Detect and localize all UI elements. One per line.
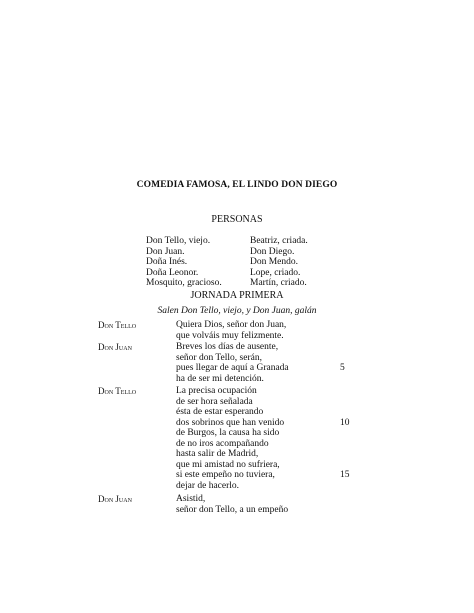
verse-text: señor don Tello, a un empeño [176,504,289,515]
cast-member: Martín, criado. [250,278,307,288]
verse-text: de no iros acompañando [176,438,269,449]
verse-line [176,331,286,342]
verse-lines [176,494,288,515]
cast-list-left [146,236,222,289]
verse-text: de ser hora señalada [176,396,253,407]
verse-text: que volváis muy felizmente. [176,330,284,341]
cast-member: Lope, criado. [250,267,301,278]
verse-text: hasta salir de Madrid, [176,449,259,459]
cast-member: Don Diego. [250,246,295,257]
cast-member: Mosquito, gracioso. [146,278,222,288]
verse-text: Breves los días de ausente, [176,342,279,352]
verse-text: ha de ser mi detención. [176,373,264,384]
speaker-name: Don Tello [98,320,137,330]
speaker-name: Don Tello [98,386,137,396]
verse-line [176,342,289,353]
play-title: COMEDIA FAMOSA, EL LINDO DON DIEGO [136,180,338,190]
verse-text: pues llegar de aquí a Granada [176,363,289,373]
verse-text: si este empeño no tuviera, [176,470,275,480]
stage-direction: Salen Don Tello, viejo, y Don Juan, galán [157,306,317,316]
verse-line [176,417,350,429]
verse-lines [176,342,345,384]
verse-line [176,374,289,385]
verse-line [176,460,284,471]
line-number: 5 [340,363,345,373]
verse-line [176,386,284,397]
line-number: 10 [340,417,350,428]
verse-text: dejar de hacerlo. [176,480,240,491]
line-number: 15 [340,470,350,480]
cast-member: Don Juan. [146,246,185,257]
verse-line [176,363,345,374]
cast-member: Don Mendo. [250,257,299,267]
verse-line [176,505,288,516]
verse-line [176,439,284,450]
verse-lines [176,386,350,491]
verse-line [176,428,284,439]
act-heading: JORNADA PRIMERA [190,290,284,301]
cast-member: Doña Leonor. [146,267,199,278]
verse-lines [176,320,286,341]
cast-member: Doña Inés. [146,257,188,267]
verse-line [176,449,284,460]
personas-heading: PERSONAS [211,214,263,225]
verse-text: Quiera Dios, señor don Juan, [176,320,287,330]
verse-line [176,407,284,418]
verse-text: que mi amistad no sufriera, [176,459,280,470]
verse-text: señor don Tello, serán, [176,352,262,363]
verse-line [176,397,284,408]
verse-text: dos sobrinos que han venido [176,417,285,428]
cast-member: Beatriz, criada. [250,236,308,246]
verse-line [176,494,288,505]
verse-line [176,470,350,481]
cast-list-right [250,236,308,289]
speaker-name: Don Juan [98,494,132,504]
speaker-name: Don Juan [98,342,132,352]
verse-line [176,481,284,492]
cast-member: Don Tello, viejo. [146,236,211,246]
verse-line [176,353,289,364]
verse-text: de Burgos, la causa ha sido [176,428,280,438]
verse-text: ésta de estar esperando [176,407,264,417]
verse-text: Asistid, [176,494,206,504]
verse-text: La precisa ocupación [176,386,257,396]
verse-line [176,320,286,331]
